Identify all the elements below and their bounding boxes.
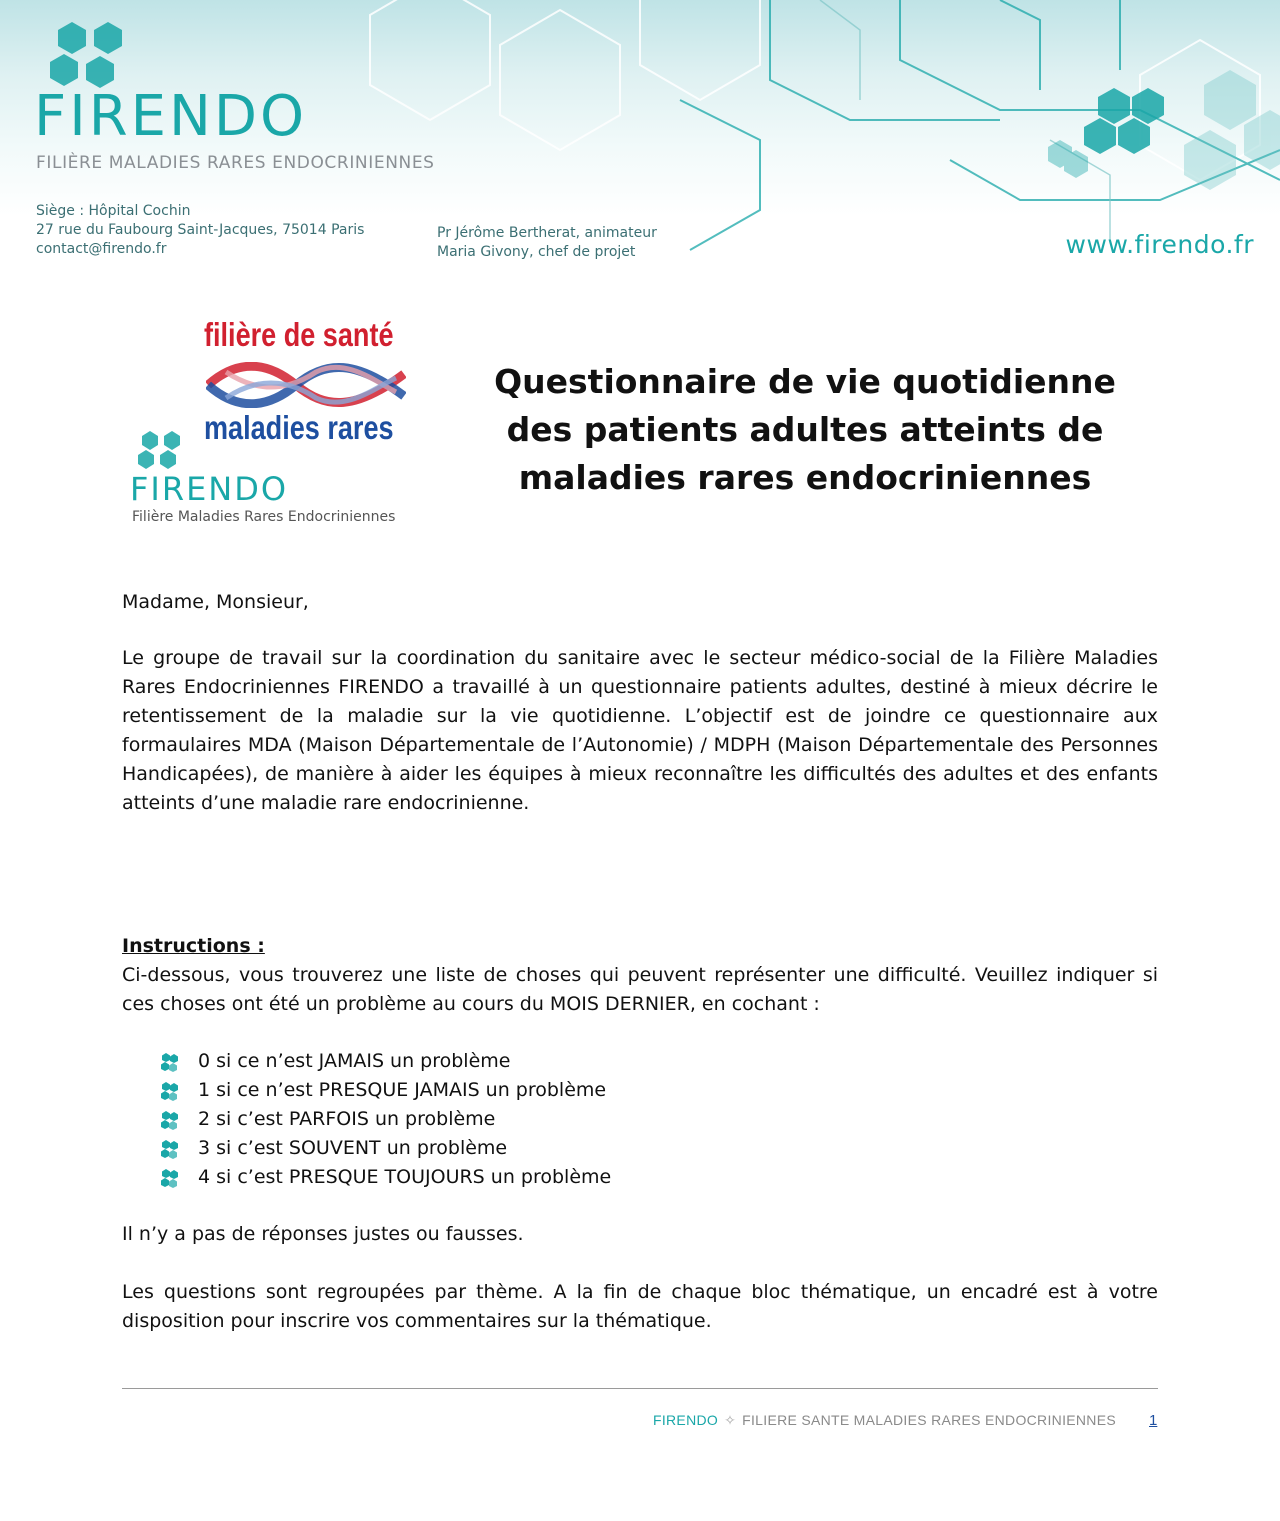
address-block [36, 202, 364, 259]
footer-separator-icon: ✧ [724, 1412, 737, 1428]
footer-text [653, 1412, 1116, 1429]
list-item-text: 4 si c’est PRESQUE TOUJOURS un problème [198, 1166, 612, 1188]
firendo-clover-icon [48, 20, 138, 90]
clover-bullet-icon [160, 1081, 180, 1101]
list-item-text: 3 si c’est SOUVENT un problème [198, 1137, 508, 1159]
footer-brand: FIRENDO [652, 1412, 719, 1428]
contact-person: Pr Jérôme Bertherat, animateur [437, 225, 657, 241]
footer-label: FILIERE SANTE MALADIES RARES ENDOCRINIENNES [742, 1412, 1116, 1428]
clover-bullet-icon [160, 1110, 180, 1130]
title-line: des patients adultes atteints de [506, 410, 1104, 449]
header-banner [0, 0, 1280, 270]
address-line: 27 rue du Faubourg Saint-Jacques, 75014 Paris [36, 222, 365, 238]
list-item [160, 1105, 611, 1134]
no-right-answers-note: Il n’y a pas de réponses justes ou fausses. [122, 1223, 524, 1245]
logo-top-text: filière de santé [204, 316, 394, 353]
document-title [440, 358, 1170, 502]
logo-bottom-text: maladies rares [204, 409, 394, 446]
title-line: Questionnaire de vie quotidienne [494, 362, 1116, 401]
contacts-block [437, 224, 657, 262]
list-item [160, 1163, 611, 1192]
clover-bullet-icon [160, 1139, 180, 1159]
instructions-paragraph: Ci-dessous, vous trouverez une liste de choses qui peuvent représenter une difficulté. Veuillez indiquer si ces choses ont été un problème au cours du MOIS DERNIER, en cochant : [122, 964, 1158, 1015]
clover-bullet-icon [160, 1168, 180, 1188]
clover-bullet-icon [160, 1052, 180, 1072]
greeting: Madame, Monsieur, [122, 591, 309, 613]
website-link[interactable]: www.firendo.fr [1065, 230, 1254, 259]
logo-brand-subtitle: Filière Maladies Rares Endocriniennes [132, 509, 396, 525]
themes-paragraph: Les questions sont regroupées par thème. A la fin de chaque bloc thématique, un encadré est à votre disposition pour inscrire vos commentaires sur la thématique. [122, 1281, 1158, 1332]
list-item [160, 1047, 611, 1076]
list-item-text: 1 si ce n’est PRESQUE JAMAIS un problème [198, 1079, 607, 1101]
list-item [160, 1076, 611, 1105]
list-item-text: 0 si ce n’est JAMAIS un problème [198, 1050, 511, 1072]
instructions-heading: Instructions : [122, 935, 265, 957]
brand-subtitle: FILIÈRE MALADIES RARES ENDOCRINIENNES [36, 153, 435, 173]
list-item-text: 2 si c’est PARFOIS un problème [198, 1108, 496, 1130]
contact-person: Maria Givony, chef de projet [437, 244, 636, 260]
logo-brand-name: FIRENDO [130, 470, 289, 508]
title-line: maladies rares endocriniennes [518, 458, 1092, 497]
list-item [160, 1134, 611, 1163]
filiere-logo [124, 312, 434, 527]
contact-email[interactable]: contact@firendo.fr [36, 241, 167, 257]
page-number: 1 [1149, 1412, 1158, 1429]
brand-name: FIRENDO [34, 84, 308, 149]
footer-divider [122, 1388, 1158, 1389]
answer-scale-list [160, 1047, 611, 1192]
dna-helix-icon [206, 362, 406, 408]
address-line: Siège : Hôpital Cochin [36, 203, 191, 219]
intro-paragraph: Le groupe de travail sur la coordination du sanitaire avec le secteur médico-social de la Filière Maladies Rares Endocriniennes FIRENDO a travaillé à un questionnaire patients adultes, destiné à mieux décrire le retentissement de la maladie sur la vie quotidienne. L’objectif est de joindre ce questionnaire aux formaulaires MDA (Maison Départementale de l’Autonomie) / MDPH (Maison Départementale des Personnes Handicapées), de manière à aider les équipes à mieux reconnaître les difficultés des adultes et des enfants atteints d’une maladie rare endocrinienne. [122, 647, 1158, 814]
firendo-clover-icon [136, 430, 190, 470]
